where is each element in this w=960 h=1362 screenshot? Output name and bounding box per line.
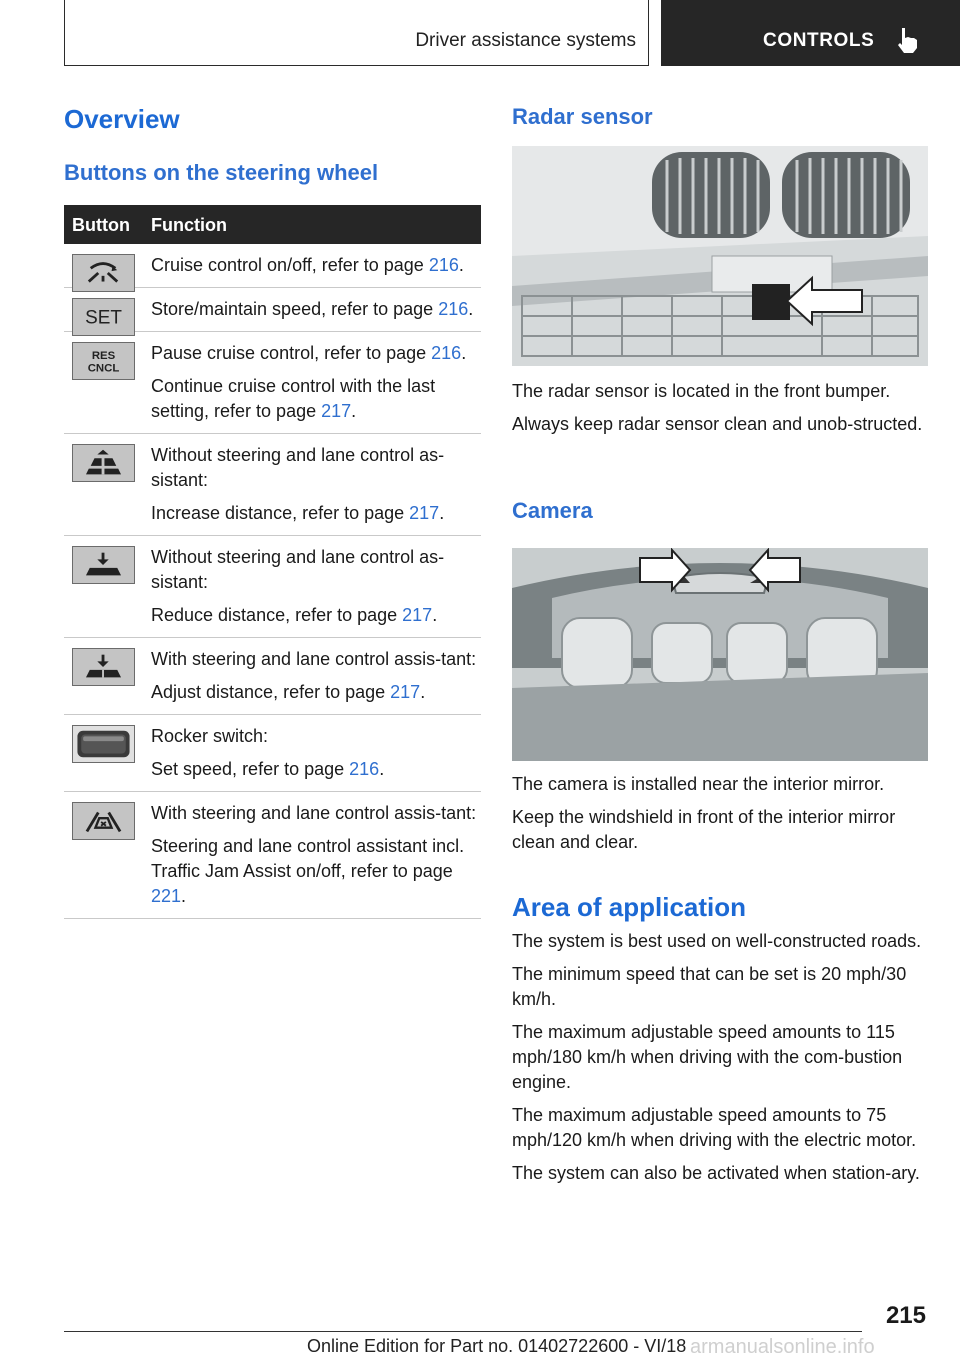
table-row — [64, 638, 481, 715]
header-chapter-box — [661, 0, 960, 66]
table-row — [64, 244, 481, 288]
radar-sensor-illustration — [512, 146, 928, 366]
page-link[interactable]: 216 — [438, 299, 469, 319]
page-link[interactable]: 217 — [402, 605, 433, 625]
table-row — [64, 715, 481, 792]
buttons-table — [64, 205, 481, 919]
page-link[interactable]: 216 — [428, 255, 459, 275]
cruise-control-icon — [72, 254, 135, 292]
table-row — [64, 332, 481, 434]
table-header — [64, 205, 481, 244]
table-row — [64, 288, 481, 332]
page-link[interactable]: 217 — [390, 682, 421, 702]
adjust-distance-icon — [72, 648, 135, 686]
reduce-distance-icon — [72, 546, 135, 584]
lane-assistant-icon — [72, 802, 135, 840]
rocker-switch-icon — [72, 725, 135, 763]
table-row — [64, 434, 481, 536]
function-text: Cruise control on/off, refer to page 216. — [151, 255, 464, 275]
radar-sensor-text: The radar sensor is located in the front bumper. Always keep radar sensor clean and unob-structed. — [512, 381, 923, 434]
page-link[interactable]: 217 — [409, 503, 440, 523]
column-header-function: Function — [151, 215, 227, 235]
function-text: With steering and lane control assis-tant: Adjust distance, refer to page 217. — [151, 649, 477, 702]
set-button-icon — [72, 298, 135, 336]
page-link[interactable]: 217 — [321, 401, 352, 421]
function-text: With steering and lane control assis-tant: Steering and lane control assistant incl. Traffic Jam Assist on/off, refer to page 221. — [151, 803, 477, 906]
page-number: 215 — [885, 1302, 926, 1329]
function-text: Without steering and lane control as-sistant: Increase distance, refer to page 217. — [151, 445, 445, 523]
increase-distance-icon — [72, 444, 135, 482]
steering-buttons-heading: Buttons on the steering wheel — [64, 160, 379, 185]
function-text: Without steering and lane control as-sistant: Reduce distance, refer to page 217. — [151, 547, 445, 625]
page-link[interactable]: 221 — [151, 886, 182, 906]
function-text: Rocker switch: Set speed, refer to page 216. — [151, 726, 385, 779]
page-link[interactable]: 216 — [431, 343, 462, 363]
radar-sensor-heading: Radar sensor — [512, 104, 653, 129]
header-section-box — [64, 0, 649, 66]
svg-text:SET: SET — [85, 307, 122, 329]
svg-text:RES: RES — [91, 350, 116, 363]
column-header-button: Button — [72, 215, 130, 235]
watermark: armanualsonline.info — [690, 1336, 875, 1358]
hand-pointer-icon — [895, 26, 921, 54]
area-of-application-text: The system is best used on well-constructed roads. The minimum speed that can be set is 20 mph/30 km/h. The maximum adjustable speed amounts to 115 mph/180 km/h when driving with the com-bustion engine. The maximum adjustable speed amounts to 75 mph/120 km/h when driving with the electric motor. The system can also be activated when station-ary. — [512, 931, 922, 1183]
camera-illustration — [512, 548, 928, 761]
function-text: Pause cruise control, refer to page 216. Continue cruise control with the last setting, refer to page 217. — [151, 343, 467, 421]
section-title: Driver assistance systems — [415, 30, 636, 51]
camera-text: The camera is installed near the interior mirror. Keep the windshield in front of the interior mirror clean and clear. — [512, 774, 896, 852]
table-row — [64, 792, 481, 919]
overview-heading: Overview — [64, 104, 180, 134]
camera-heading: Camera — [512, 498, 593, 523]
res-cncl-icon — [72, 342, 135, 380]
page-link[interactable]: 216 — [349, 759, 380, 779]
chapter-title: CONTROLS — [763, 30, 875, 51]
table-row — [64, 536, 481, 638]
footer-divider — [64, 1331, 862, 1332]
svg-text:CNCL: CNCL — [87, 362, 120, 375]
footer-edition: Online Edition for Part no. 01402722600 - VI/18 — [307, 1336, 687, 1356]
function-text: Store/maintain speed, refer to page 216. — [151, 299, 474, 319]
area-of-application-heading: Area of application — [512, 892, 747, 922]
